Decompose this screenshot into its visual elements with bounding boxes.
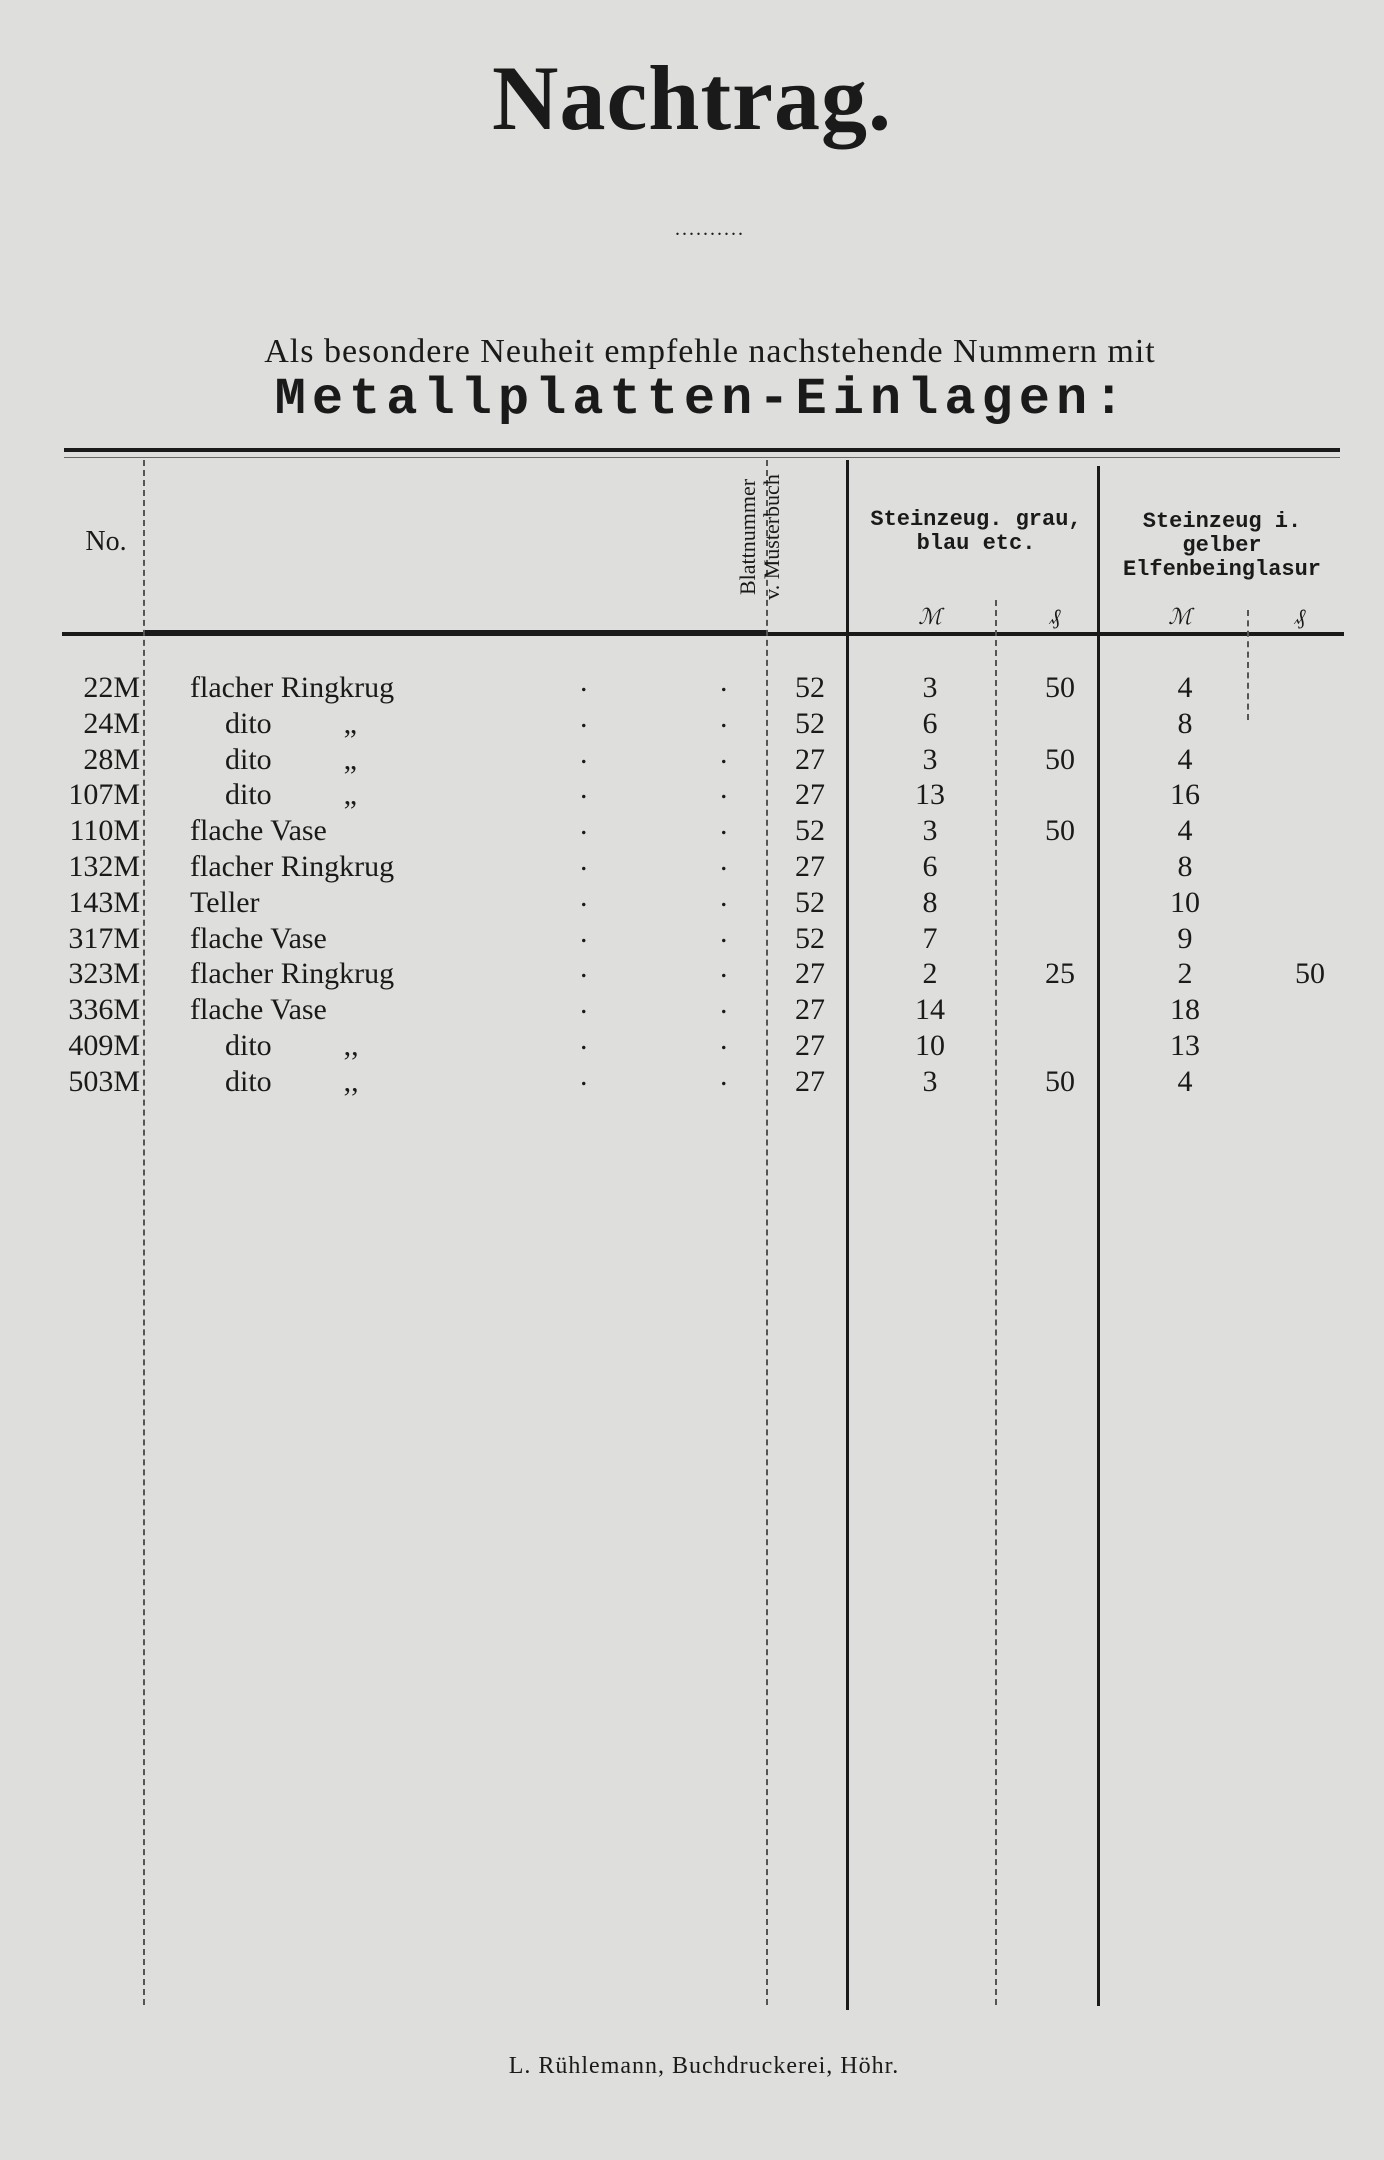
row-description: flache Vase [190, 922, 327, 955]
row-gelb-mark: 10 [1170, 886, 1200, 919]
row-number: 323M [68, 957, 140, 990]
row-number: 107M [68, 778, 140, 811]
table-top-thin-rule [64, 457, 1340, 458]
leader-dot: . [580, 916, 588, 949]
row-description: flacher Ringkrug [190, 957, 395, 990]
leader-dot: . [720, 665, 728, 698]
row-description: Teller [190, 886, 260, 919]
row-number: 110M [69, 814, 140, 847]
title-separator: .......... [675, 218, 745, 240]
row-blattnummer: 27 [795, 1029, 825, 1062]
row-grau-mark: 10 [915, 1029, 945, 1062]
intro-text: Als besondere Neuheit empfehle nachstehende Nummern mit [264, 333, 1156, 370]
leader-dot: . [720, 701, 728, 734]
col-rule-gelb-pf [1247, 610, 1249, 720]
row-grau-pf: 50 [1045, 1065, 1075, 1098]
header-grau-pf: ₰ [1049, 604, 1061, 629]
row-description: dito „ [225, 707, 357, 740]
leader-dot: . [580, 772, 588, 805]
header-steinzeug-gelb: Steinzeug i. gelber Elfenbeinglasur [1122, 509, 1322, 582]
row-number: 22M [83, 671, 140, 704]
row-grau-pf: 50 [1045, 671, 1075, 704]
leader-dot: . [720, 987, 728, 1020]
leader-dot: . [580, 665, 588, 698]
row-gelb-mark: 8 [1177, 707, 1193, 740]
header-bottom-rule [62, 632, 1344, 636]
row-gelb-mark: 16 [1170, 778, 1200, 811]
leader-dot: . [720, 1059, 728, 1092]
row-grau-mark: 3 [922, 814, 938, 847]
row-number: 317M [68, 922, 140, 955]
table-top-rule [64, 448, 1340, 452]
header-second-rule [145, 630, 767, 632]
subtitle: Metallplatten-Einlagen: [274, 370, 1131, 429]
row-description: dito „ [225, 743, 357, 776]
leader-dot: . [720, 844, 728, 877]
printer-footer: L. Rühlemann, Buchdruckerei, Höhr. [508, 2053, 900, 2079]
leader-dot: . [580, 987, 588, 1020]
leader-dot: . [720, 1023, 728, 1056]
row-blattnummer: 27 [795, 850, 825, 883]
row-grau-mark: 2 [922, 957, 938, 990]
row-description: flache Vase [190, 814, 327, 847]
header-grau-mark: ℳ [918, 604, 942, 629]
row-gelb-mark: 4 [1177, 814, 1193, 847]
row-description: flacher Ringkrug [190, 850, 395, 883]
row-description: flacher Ringkrug [190, 671, 395, 704]
row-number: 409M [68, 1029, 140, 1062]
row-blattnummer: 27 [795, 1065, 825, 1098]
row-grau-mark: 13 [915, 778, 945, 811]
row-blattnummer: 27 [795, 993, 825, 1026]
leader-dot: . [580, 951, 588, 984]
row-grau-pf: 25 [1045, 957, 1075, 990]
row-number: 24M [83, 707, 140, 740]
row-blattnummer: 52 [795, 707, 825, 740]
row-grau-mark: 3 [922, 743, 938, 776]
row-grau-mark: 6 [922, 850, 938, 883]
row-blattnummer: 27 [795, 778, 825, 811]
row-grau-mark: 6 [922, 707, 938, 740]
row-description: dito ,, [225, 1065, 359, 1098]
row-number: 503M [68, 1065, 140, 1098]
row-gelb-mark: 9 [1177, 922, 1193, 955]
leader-dot: . [720, 916, 728, 949]
header-gelb-mark: ℳ [1168, 604, 1192, 629]
leader-dot: . [580, 1059, 588, 1092]
row-gelb-pf: 50 [1295, 957, 1325, 990]
leader-dot: . [720, 880, 728, 913]
row-grau-mark: 14 [915, 993, 945, 1026]
row-number: 132M [68, 850, 140, 883]
row-number: 28M [83, 743, 140, 776]
col-rule-grau-pf [995, 600, 997, 2005]
row-grau-mark: 3 [922, 1065, 938, 1098]
col-rule-desc [766, 460, 768, 2005]
row-grau-mark: 8 [922, 886, 938, 919]
row-description: flache Vase [190, 993, 327, 1026]
row-blattnummer: 27 [795, 743, 825, 776]
row-grau-pf: 50 [1045, 743, 1075, 776]
header-no: No. [85, 526, 127, 557]
row-gelb-mark: 4 [1177, 671, 1193, 704]
row-blattnummer: 52 [795, 814, 825, 847]
row-number: 336M [68, 993, 140, 1026]
row-gelb-mark: 4 [1177, 1065, 1193, 1098]
leader-dot: . [720, 737, 728, 770]
leader-dot: . [580, 701, 588, 734]
leader-dot: . [720, 772, 728, 805]
row-grau-mark: 3 [922, 671, 938, 704]
header-gelb-pf: ₰ [1294, 604, 1306, 629]
row-gelb-mark: 4 [1177, 743, 1193, 776]
header-steinzeug-grau: Steinzeug. grau, blau etc. [870, 507, 1082, 556]
row-grau-pf: 50 [1045, 814, 1075, 847]
row-blattnummer: 52 [795, 922, 825, 955]
row-gelb-mark: 18 [1170, 993, 1200, 1026]
row-description: dito „ [225, 778, 357, 811]
row-blattnummer: 27 [795, 957, 825, 990]
row-gelb-mark: 2 [1177, 957, 1193, 990]
leader-dot: . [720, 951, 728, 984]
row-number: 143M [68, 886, 140, 919]
leader-dot: . [580, 1023, 588, 1056]
leader-dot: . [580, 880, 588, 913]
leader-dot: . [720, 808, 728, 841]
leader-dot: . [580, 737, 588, 770]
row-blattnummer: 52 [795, 886, 825, 919]
page-title: Nachtrag. [492, 47, 892, 149]
leader-dot: . [580, 808, 588, 841]
leader-dot: . [580, 844, 588, 877]
header-blattnummer: Blattnummer v. Musterbuch [735, 474, 784, 600]
row-description: dito ,, [225, 1029, 359, 1062]
row-blattnummer: 52 [795, 671, 825, 704]
col-rule-no [143, 460, 145, 2005]
row-gelb-mark: 8 [1177, 850, 1193, 883]
row-gelb-mark: 13 [1170, 1029, 1200, 1062]
row-grau-mark: 7 [922, 922, 938, 955]
